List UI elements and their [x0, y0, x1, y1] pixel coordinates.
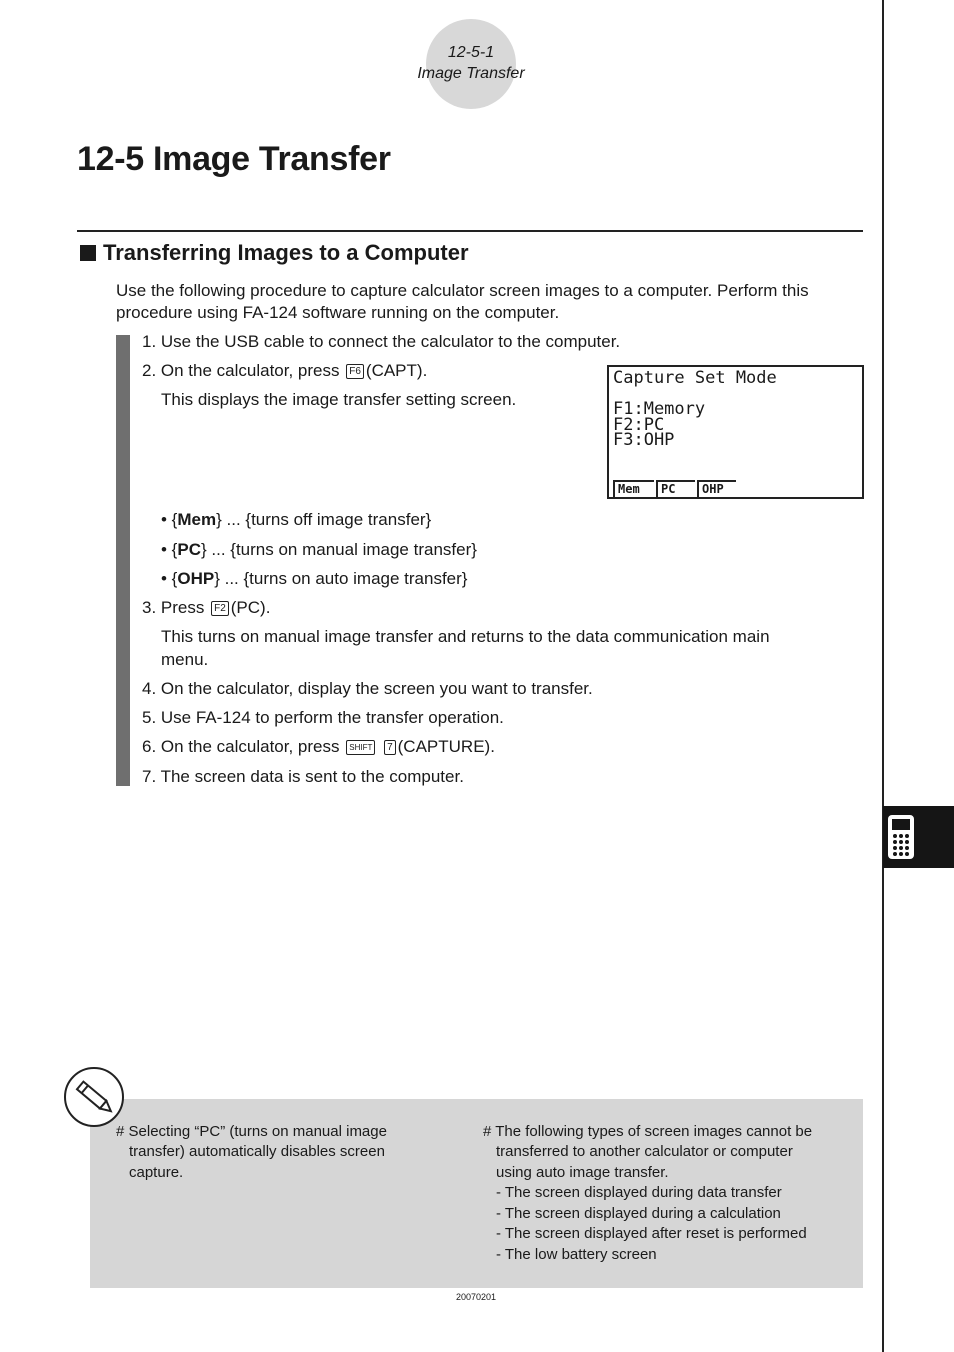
- note-right-6: - The screen displayed after reset is performed: [496, 1225, 807, 1242]
- step-2-action: (CAPT).: [365, 361, 428, 380]
- step-6-text: 6. On the calculator, press: [142, 737, 340, 756]
- procedure-bar: [116, 335, 130, 786]
- note-left-3: capture.: [129, 1164, 184, 1181]
- step-3-description-1: This turns on manual image transfer and returns to the data communication main: [161, 627, 770, 646]
- note-right-2: transferred to another calculator or computer: [496, 1143, 793, 1160]
- bullet-key: OHP: [177, 569, 215, 588]
- note-right-7: - The low battery screen: [496, 1246, 657, 1263]
- fkey-pc: PC: [656, 480, 695, 497]
- calculator-icon: [887, 814, 915, 860]
- seven-key: 7: [384, 740, 396, 755]
- note-left-1: # Selecting “PC” (turns on manual image: [116, 1123, 387, 1140]
- section-heading-text: Transferring Images to a Computer: [103, 240, 469, 265]
- fkey-mem: Mem: [613, 480, 654, 497]
- calculator-screen: [607, 365, 864, 499]
- screen-line-2: F2:PC: [613, 415, 665, 435]
- pencil-icon: [64, 1067, 124, 1127]
- shift-key: SHIFT: [346, 740, 375, 755]
- bullet-pc: [161, 539, 477, 561]
- note-right-4: - The screen displayed during data transfer: [496, 1184, 782, 1201]
- title-rule: [77, 230, 863, 232]
- step-2-description: This displays the image transfer setting screen.: [161, 390, 517, 409]
- step-2-text: 2. On the calculator, press: [142, 361, 340, 380]
- step-3: [142, 597, 270, 619]
- footer-code: 20070201: [455, 1292, 497, 1302]
- bullet-prefix: • {: [161, 569, 178, 588]
- note-right-3: using auto image transfer.: [496, 1164, 669, 1181]
- step-3-description-2: menu.: [161, 650, 209, 669]
- fkey-ohp: OHP: [697, 480, 736, 497]
- intro-line-1: Use the following procedure to capture calculator screen images to a computer. Perform this: [116, 281, 809, 300]
- bullet-text: } ... {turns on manual image transfer}: [200, 540, 477, 559]
- page-title: 12-5 Image Transfer: [77, 140, 391, 178]
- note-left-2: transfer) automatically disables screen: [129, 1143, 385, 1160]
- page-edge-rule: [882, 0, 884, 1352]
- bullet-prefix: • {: [161, 540, 178, 559]
- square-bullet-icon: [80, 245, 96, 261]
- intro-line-2: procedure using FA-124 software running on the computer.: [116, 303, 560, 322]
- screen-line-1: F1:Memory: [613, 399, 706, 419]
- step-3-action: (PC).: [230, 598, 271, 617]
- bullet-prefix: • {: [161, 510, 178, 529]
- header-circle: [426, 19, 516, 109]
- f2-key: F2: [211, 601, 229, 616]
- bullet-text: } ... {turns off image transfer}: [216, 510, 432, 529]
- screen-line-3: F3:OHP: [613, 430, 675, 450]
- bullet-key: Mem: [177, 510, 217, 529]
- step-7: 7. The screen data is sent to the computer.: [142, 767, 464, 786]
- section-heading: [80, 240, 469, 266]
- note-right-5: - The screen displayed during a calculation: [496, 1205, 781, 1222]
- page-number: 12-5-1: [447, 44, 495, 61]
- bullet-mem: [161, 509, 431, 531]
- step-4: 4. On the calculator, display the screen you want to transfer.: [142, 679, 593, 698]
- note-right-1: # The following types of screen images cannot be: [483, 1123, 813, 1140]
- step-5: 5. Use FA-124 to perform the transfer operation.: [142, 708, 504, 727]
- bullet-key: PC: [177, 540, 201, 559]
- step-1: 1. Use the USB cable to connect the calculator to the computer.: [142, 332, 621, 351]
- bullet-text: } ... {turns on auto image transfer}: [214, 569, 468, 588]
- step-6: [142, 736, 495, 758]
- step-3-text: 3. Press: [142, 598, 205, 617]
- step-6-action: (CAPTURE).: [397, 737, 495, 756]
- bullet-ohp: [161, 568, 467, 590]
- header-section: Image Transfer: [417, 65, 525, 82]
- screen-title: Capture Set Mode: [613, 368, 777, 388]
- chapter-tab: [883, 806, 954, 868]
- f6-key: F6: [346, 364, 364, 379]
- step-2: [142, 360, 427, 382]
